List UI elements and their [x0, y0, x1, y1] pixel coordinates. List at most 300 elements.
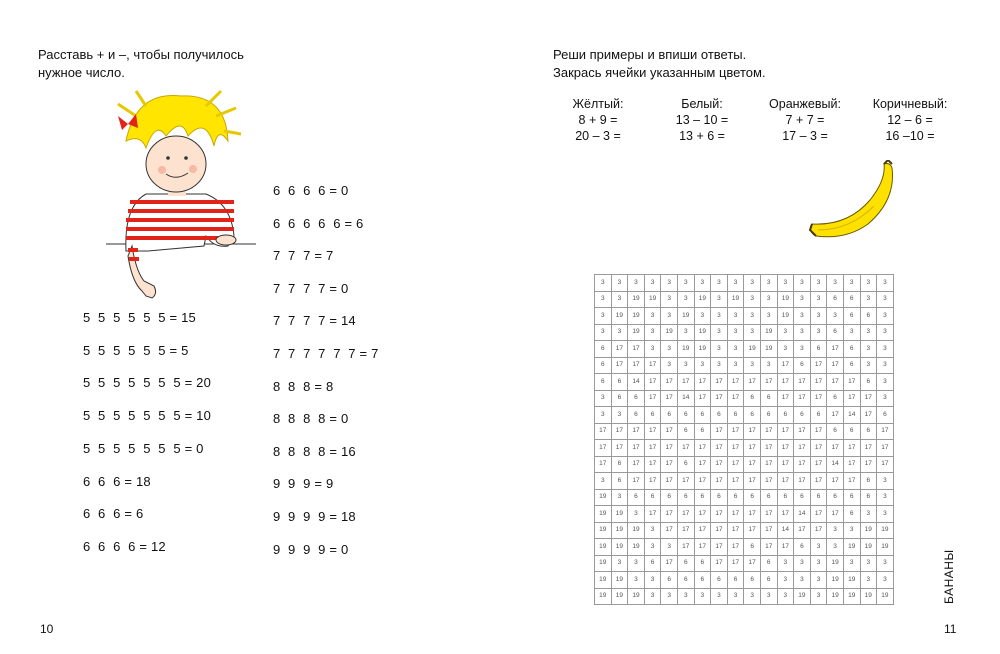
- grid-cell[interactable]: 19: [611, 539, 628, 556]
- grid-cell[interactable]: 3: [877, 324, 894, 341]
- grid-cell[interactable]: 3: [661, 341, 678, 358]
- grid-cell[interactable]: 6: [843, 506, 860, 523]
- grid-cell[interactable]: 3: [727, 324, 744, 341]
- grid-cell[interactable]: 3: [644, 588, 661, 605]
- grid-cell[interactable]: 17: [777, 473, 794, 490]
- grid-cell[interactable]: 17: [860, 456, 877, 473]
- grid-cell[interactable]: 3: [760, 291, 777, 308]
- grid-cell[interactable]: 17: [644, 423, 661, 440]
- grid-cell[interactable]: 3: [628, 275, 645, 292]
- grid-cell[interactable]: 17: [727, 506, 744, 523]
- grid-cell[interactable]: 3: [711, 341, 728, 358]
- grid-cell[interactable]: 3: [777, 275, 794, 292]
- grid-cell[interactable]: 17: [810, 357, 827, 374]
- grid-cell[interactable]: 6: [810, 341, 827, 358]
- grid-cell[interactable]: 17: [711, 555, 728, 572]
- grid-cell[interactable]: 3: [827, 308, 844, 325]
- grid-cell[interactable]: 6: [827, 291, 844, 308]
- grid-cell[interactable]: 6: [677, 456, 694, 473]
- grid-cell[interactable]: 3: [794, 572, 811, 589]
- grid-cell[interactable]: 17: [843, 456, 860, 473]
- grid-cell[interactable]: 19: [628, 539, 645, 556]
- grid-cell[interactable]: 17: [628, 423, 645, 440]
- grid-cell[interactable]: 17: [727, 522, 744, 539]
- grid-cell[interactable]: 3: [777, 572, 794, 589]
- grid-cell[interactable]: 3: [777, 588, 794, 605]
- grid-cell[interactable]: 6: [777, 407, 794, 424]
- grid-cell[interactable]: 19: [860, 522, 877, 539]
- grid-cell[interactable]: 3: [843, 275, 860, 292]
- grid-cell[interactable]: 6: [711, 572, 728, 589]
- grid-cell[interactable]: 17: [727, 440, 744, 457]
- grid-cell[interactable]: 3: [677, 291, 694, 308]
- grid-cell[interactable]: 3: [644, 308, 661, 325]
- grid-cell[interactable]: 17: [843, 440, 860, 457]
- grid-cell[interactable]: 19: [595, 588, 612, 605]
- grid-cell[interactable]: 17: [711, 506, 728, 523]
- grid-cell[interactable]: 3: [843, 324, 860, 341]
- grid-cell[interactable]: 3: [595, 390, 612, 407]
- grid-cell[interactable]: 17: [744, 423, 761, 440]
- grid-cell[interactable]: 17: [877, 423, 894, 440]
- grid-cell[interactable]: 17: [661, 456, 678, 473]
- grid-cell[interactable]: 3: [677, 324, 694, 341]
- grid-cell[interactable]: 3: [877, 291, 894, 308]
- grid-cell[interactable]: 6: [611, 390, 628, 407]
- grid-cell[interactable]: 6: [677, 572, 694, 589]
- grid-cell[interactable]: 3: [877, 308, 894, 325]
- grid-cell[interactable]: 17: [794, 374, 811, 391]
- grid-cell[interactable]: 19: [827, 555, 844, 572]
- grid-cell[interactable]: 3: [860, 555, 877, 572]
- grid-cell[interactable]: 3: [694, 308, 711, 325]
- grid-cell[interactable]: 6: [628, 390, 645, 407]
- grid-cell[interactable]: 19: [777, 308, 794, 325]
- grid-cell[interactable]: 17: [810, 456, 827, 473]
- grid-cell[interactable]: 17: [760, 539, 777, 556]
- grid-cell[interactable]: 3: [877, 357, 894, 374]
- grid-cell[interactable]: 6: [727, 572, 744, 589]
- grid-cell[interactable]: 6: [760, 407, 777, 424]
- grid-cell[interactable]: 6: [677, 423, 694, 440]
- grid-cell[interactable]: 6: [760, 572, 777, 589]
- grid-cell[interactable]: 17: [794, 423, 811, 440]
- grid-cell[interactable]: 17: [794, 473, 811, 490]
- grid-cell[interactable]: 3: [810, 588, 827, 605]
- grid-cell[interactable]: 3: [595, 324, 612, 341]
- grid-cell[interactable]: 17: [810, 440, 827, 457]
- grid-cell[interactable]: 3: [877, 506, 894, 523]
- grid-cell[interactable]: 3: [628, 555, 645, 572]
- grid-cell[interactable]: 17: [760, 473, 777, 490]
- grid-cell[interactable]: 3: [860, 506, 877, 523]
- grid-cell[interactable]: 3: [644, 341, 661, 358]
- grid-cell[interactable]: 3: [661, 588, 678, 605]
- grid-cell[interactable]: 3: [794, 275, 811, 292]
- grid-cell[interactable]: 14: [794, 506, 811, 523]
- grid-cell[interactable]: 17: [644, 456, 661, 473]
- grid-cell[interactable]: 17: [794, 390, 811, 407]
- grid-cell[interactable]: 17: [744, 374, 761, 391]
- grid-cell[interactable]: 17: [794, 440, 811, 457]
- grid-cell[interactable]: 17: [694, 456, 711, 473]
- grid-cell[interactable]: 3: [611, 275, 628, 292]
- grid-cell[interactable]: 6: [843, 489, 860, 506]
- grid-cell[interactable]: 17: [644, 440, 661, 457]
- grid-cell[interactable]: 3: [727, 308, 744, 325]
- grid-cell[interactable]: 17: [843, 390, 860, 407]
- grid-cell[interactable]: 19: [611, 572, 628, 589]
- grid-cell[interactable]: 6: [644, 407, 661, 424]
- grid-cell[interactable]: 19: [628, 308, 645, 325]
- grid-cell[interactable]: 17: [744, 506, 761, 523]
- grid-cell[interactable]: 3: [628, 572, 645, 589]
- grid-cell[interactable]: 17: [628, 440, 645, 457]
- grid-cell[interactable]: 17: [711, 539, 728, 556]
- grid-cell[interactable]: 3: [827, 539, 844, 556]
- grid-cell[interactable]: 19: [628, 324, 645, 341]
- grid-cell[interactable]: 17: [744, 473, 761, 490]
- grid-cell[interactable]: 17: [810, 423, 827, 440]
- grid-cell[interactable]: 17: [628, 473, 645, 490]
- grid-cell[interactable]: 19: [595, 489, 612, 506]
- grid-cell[interactable]: 19: [860, 588, 877, 605]
- grid-cell[interactable]: 17: [711, 390, 728, 407]
- grid-cell[interactable]: 6: [860, 489, 877, 506]
- grid-cell[interactable]: 14: [843, 407, 860, 424]
- grid-cell[interactable]: 3: [860, 357, 877, 374]
- grid-cell[interactable]: 17: [777, 423, 794, 440]
- grid-cell[interactable]: 3: [644, 275, 661, 292]
- grid-cell[interactable]: 6: [611, 374, 628, 391]
- grid-cell[interactable]: 3: [860, 275, 877, 292]
- grid-cell[interactable]: 17: [794, 522, 811, 539]
- grid-cell[interactable]: 17: [727, 423, 744, 440]
- grid-cell[interactable]: 17: [644, 473, 661, 490]
- grid-cell[interactable]: 3: [810, 291, 827, 308]
- grid-cell[interactable]: 6: [843, 357, 860, 374]
- grid-cell[interactable]: 3: [777, 555, 794, 572]
- grid-cell[interactable]: 17: [760, 374, 777, 391]
- grid-cell[interactable]: 17: [628, 357, 645, 374]
- grid-cell[interactable]: 3: [810, 555, 827, 572]
- grid-cell[interactable]: 17: [777, 374, 794, 391]
- grid-cell[interactable]: 3: [644, 539, 661, 556]
- grid-cell[interactable]: 17: [877, 440, 894, 457]
- grid-cell[interactable]: 17: [694, 440, 711, 457]
- grid-cell[interactable]: 3: [810, 324, 827, 341]
- grid-cell[interactable]: 19: [827, 588, 844, 605]
- grid-cell[interactable]: 19: [694, 341, 711, 358]
- grid-cell[interactable]: 17: [827, 374, 844, 391]
- grid-cell[interactable]: 19: [744, 341, 761, 358]
- grid-cell[interactable]: 17: [727, 473, 744, 490]
- grid-cell[interactable]: 6: [661, 572, 678, 589]
- grid-cell[interactable]: 3: [843, 555, 860, 572]
- grid-cell[interactable]: 6: [694, 489, 711, 506]
- grid-cell[interactable]: 17: [661, 423, 678, 440]
- grid-cell[interactable]: 17: [711, 423, 728, 440]
- grid-cell[interactable]: 17: [777, 440, 794, 457]
- grid-cell[interactable]: 6: [611, 456, 628, 473]
- grid-cell[interactable]: 17: [810, 473, 827, 490]
- grid-cell[interactable]: 17: [860, 407, 877, 424]
- grid-cell[interactable]: 3: [694, 357, 711, 374]
- grid-cell[interactable]: 19: [644, 291, 661, 308]
- grid-cell[interactable]: 6: [694, 407, 711, 424]
- grid-cell[interactable]: 6: [843, 423, 860, 440]
- grid-cell[interactable]: 3: [611, 324, 628, 341]
- grid-cell[interactable]: 17: [694, 539, 711, 556]
- grid-cell[interactable]: 17: [727, 456, 744, 473]
- grid-cell[interactable]: 17: [711, 440, 728, 457]
- grid-cell[interactable]: 17: [727, 555, 744, 572]
- grid-cell[interactable]: 17: [628, 456, 645, 473]
- grid-cell[interactable]: 3: [744, 308, 761, 325]
- grid-cell[interactable]: 6: [727, 489, 744, 506]
- grid-cell[interactable]: 19: [827, 572, 844, 589]
- grid-cell[interactable]: 17: [677, 539, 694, 556]
- grid-cell[interactable]: 6: [644, 555, 661, 572]
- grid-cell[interactable]: 3: [744, 275, 761, 292]
- grid-cell[interactable]: 6: [611, 473, 628, 490]
- grid-cell[interactable]: 19: [777, 291, 794, 308]
- grid-cell[interactable]: 17: [760, 423, 777, 440]
- grid-cell[interactable]: 3: [810, 275, 827, 292]
- grid-cell[interactable]: 17: [810, 506, 827, 523]
- grid-cell[interactable]: 17: [760, 440, 777, 457]
- grid-cell[interactable]: 3: [711, 357, 728, 374]
- grid-cell[interactable]: 3: [810, 539, 827, 556]
- grid-cell[interactable]: 19: [877, 539, 894, 556]
- grid-cell[interactable]: 3: [611, 555, 628, 572]
- grid-cell[interactable]: 17: [777, 390, 794, 407]
- grid-cell[interactable]: 3: [794, 324, 811, 341]
- grid-cell[interactable]: 3: [877, 275, 894, 292]
- grid-cell[interactable]: 3: [711, 324, 728, 341]
- grid-cell[interactable]: 17: [810, 522, 827, 539]
- grid-cell[interactable]: 6: [711, 407, 728, 424]
- grid-cell[interactable]: 19: [611, 522, 628, 539]
- grid-cell[interactable]: 19: [595, 555, 612, 572]
- grid-cell[interactable]: 19: [760, 341, 777, 358]
- grid-cell[interactable]: 19: [877, 588, 894, 605]
- grid-cell[interactable]: 6: [827, 390, 844, 407]
- grid-cell[interactable]: 6: [810, 407, 827, 424]
- grid-cell[interactable]: 6: [744, 572, 761, 589]
- grid-cell[interactable]: 17: [877, 456, 894, 473]
- grid-cell[interactable]: 3: [877, 489, 894, 506]
- grid-cell[interactable]: 6: [628, 407, 645, 424]
- grid-cell[interactable]: 17: [661, 374, 678, 391]
- grid-cell[interactable]: 6: [843, 291, 860, 308]
- grid-cell[interactable]: 19: [611, 308, 628, 325]
- grid-cell[interactable]: 19: [595, 522, 612, 539]
- grid-cell[interactable]: 17: [777, 539, 794, 556]
- grid-cell[interactable]: 6: [661, 489, 678, 506]
- grid-cell[interactable]: 6: [794, 539, 811, 556]
- grid-cell[interactable]: 3: [860, 291, 877, 308]
- grid-cell[interactable]: 19: [760, 324, 777, 341]
- grid-cell[interactable]: 17: [727, 539, 744, 556]
- grid-cell[interactable]: 3: [611, 489, 628, 506]
- grid-cell[interactable]: 17: [810, 390, 827, 407]
- grid-cell[interactable]: 17: [843, 473, 860, 490]
- grid-cell[interactable]: 6: [760, 390, 777, 407]
- grid-cell[interactable]: 17: [661, 473, 678, 490]
- grid-cell[interactable]: 17: [694, 522, 711, 539]
- grid-cell[interactable]: 17: [661, 506, 678, 523]
- grid-cell[interactable]: 3: [727, 341, 744, 358]
- grid-cell[interactable]: 6: [677, 489, 694, 506]
- grid-cell[interactable]: 14: [827, 456, 844, 473]
- grid-cell[interactable]: 3: [694, 275, 711, 292]
- grid-cell[interactable]: 3: [611, 291, 628, 308]
- grid-cell[interactable]: 6: [843, 341, 860, 358]
- grid-cell[interactable]: 3: [827, 522, 844, 539]
- grid-cell[interactable]: 14: [777, 522, 794, 539]
- grid-cell[interactable]: 3: [760, 308, 777, 325]
- grid-cell[interactable]: 3: [611, 407, 628, 424]
- grid-cell[interactable]: 17: [694, 506, 711, 523]
- grid-cell[interactable]: 3: [877, 390, 894, 407]
- grid-cell[interactable]: 6: [827, 423, 844, 440]
- grid-cell[interactable]: 17: [827, 341, 844, 358]
- grid-cell[interactable]: 3: [595, 407, 612, 424]
- grid-cell[interactable]: 3: [744, 588, 761, 605]
- grid-cell[interactable]: 6: [694, 423, 711, 440]
- grid-cell[interactable]: 3: [727, 275, 744, 292]
- grid-cell[interactable]: 3: [661, 357, 678, 374]
- grid-cell[interactable]: 17: [677, 374, 694, 391]
- grid-cell[interactable]: 3: [595, 308, 612, 325]
- grid-cell[interactable]: 3: [777, 341, 794, 358]
- grid-cell[interactable]: 3: [711, 308, 728, 325]
- grid-cell[interactable]: 17: [777, 357, 794, 374]
- grid-cell[interactable]: 6: [644, 489, 661, 506]
- grid-cell[interactable]: 19: [628, 588, 645, 605]
- grid-cell[interactable]: 3: [644, 522, 661, 539]
- grid-cell[interactable]: 6: [760, 489, 777, 506]
- grid-cell[interactable]: 17: [661, 390, 678, 407]
- grid-cell[interactable]: 19: [611, 588, 628, 605]
- grid-cell[interactable]: 17: [694, 390, 711, 407]
- grid-cell[interactable]: 17: [827, 473, 844, 490]
- grid-cell[interactable]: 17: [827, 357, 844, 374]
- grid-cell[interactable]: 17: [744, 555, 761, 572]
- grid-cell[interactable]: 6: [744, 539, 761, 556]
- grid-cell[interactable]: 6: [860, 374, 877, 391]
- grid-cell[interactable]: 17: [595, 440, 612, 457]
- grid-cell[interactable]: 19: [661, 324, 678, 341]
- grid-cell[interactable]: 6: [677, 555, 694, 572]
- grid-cell[interactable]: 3: [661, 539, 678, 556]
- grid-cell[interactable]: 19: [877, 522, 894, 539]
- grid-cell[interactable]: 19: [595, 506, 612, 523]
- grid-cell[interactable]: 3: [860, 572, 877, 589]
- grid-cell[interactable]: 6: [727, 407, 744, 424]
- grid-cell[interactable]: 6: [744, 390, 761, 407]
- grid-cell[interactable]: 19: [628, 291, 645, 308]
- grid-cell[interactable]: 17: [677, 473, 694, 490]
- grid-cell[interactable]: 19: [843, 539, 860, 556]
- grid-cell[interactable]: 6: [595, 341, 612, 358]
- grid-cell[interactable]: 3: [810, 308, 827, 325]
- grid-cell[interactable]: 3: [744, 357, 761, 374]
- grid-cell[interactable]: 19: [628, 522, 645, 539]
- grid-cell[interactable]: 17: [827, 440, 844, 457]
- grid-cell[interactable]: 3: [744, 324, 761, 341]
- grid-cell[interactable]: 6: [744, 489, 761, 506]
- grid-cell[interactable]: 17: [661, 555, 678, 572]
- grid-cell[interactable]: 17: [661, 440, 678, 457]
- grid-cell[interactable]: 6: [794, 489, 811, 506]
- grid-cell[interactable]: 3: [877, 473, 894, 490]
- grid-cell[interactable]: 19: [727, 291, 744, 308]
- grid-cell[interactable]: 19: [860, 539, 877, 556]
- grid-cell[interactable]: 19: [843, 588, 860, 605]
- grid-cell[interactable]: 17: [644, 357, 661, 374]
- grid-cell[interactable]: 17: [644, 390, 661, 407]
- grid-cell[interactable]: 17: [711, 473, 728, 490]
- grid-cell[interactable]: 17: [661, 522, 678, 539]
- grid-cell[interactable]: 3: [877, 341, 894, 358]
- grid-cell[interactable]: 3: [794, 555, 811, 572]
- grid-cell[interactable]: 14: [628, 374, 645, 391]
- grid-cell[interactable]: 3: [877, 374, 894, 391]
- grid-cell[interactable]: 6: [760, 555, 777, 572]
- grid-cell[interactable]: 19: [595, 539, 612, 556]
- grid-cell[interactable]: 3: [711, 291, 728, 308]
- grid-cell[interactable]: 3: [777, 324, 794, 341]
- grid-cell[interactable]: 3: [711, 588, 728, 605]
- grid-cell[interactable]: 3: [810, 572, 827, 589]
- grid-cell[interactable]: 6: [694, 572, 711, 589]
- grid-cell[interactable]: 3: [794, 341, 811, 358]
- grid-cell[interactable]: 3: [595, 275, 612, 292]
- grid-cell[interactable]: 6: [860, 423, 877, 440]
- grid-cell[interactable]: 17: [794, 456, 811, 473]
- grid-cell[interactable]: 3: [677, 275, 694, 292]
- grid-cell[interactable]: 6: [628, 489, 645, 506]
- grid-cell[interactable]: 17: [711, 456, 728, 473]
- grid-cell[interactable]: 3: [860, 324, 877, 341]
- grid-cell[interactable]: 17: [744, 522, 761, 539]
- grid-cell[interactable]: 17: [694, 473, 711, 490]
- grid-cell[interactable]: 3: [727, 588, 744, 605]
- grid-cell[interactable]: 19: [843, 572, 860, 589]
- grid-cell[interactable]: 3: [677, 588, 694, 605]
- grid-cell[interactable]: 17: [677, 506, 694, 523]
- grid-cell[interactable]: 3: [760, 357, 777, 374]
- grid-cell[interactable]: 3: [860, 341, 877, 358]
- grid-cell[interactable]: 3: [827, 275, 844, 292]
- grid-cell[interactable]: 19: [694, 291, 711, 308]
- grid-cell[interactable]: 17: [727, 390, 744, 407]
- grid-cell[interactable]: 3: [661, 308, 678, 325]
- grid-cell[interactable]: 17: [611, 341, 628, 358]
- grid-cell[interactable]: 17: [727, 374, 744, 391]
- grid-cell[interactable]: 6: [794, 407, 811, 424]
- grid-cell[interactable]: 6: [677, 407, 694, 424]
- grid-cell[interactable]: 6: [794, 357, 811, 374]
- grid-cell[interactable]: 3: [628, 506, 645, 523]
- grid-cell[interactable]: 3: [644, 572, 661, 589]
- grid-cell[interactable]: 19: [794, 588, 811, 605]
- grid-cell[interactable]: 3: [760, 275, 777, 292]
- grid-cell[interactable]: 17: [860, 390, 877, 407]
- grid-cell[interactable]: 3: [877, 572, 894, 589]
